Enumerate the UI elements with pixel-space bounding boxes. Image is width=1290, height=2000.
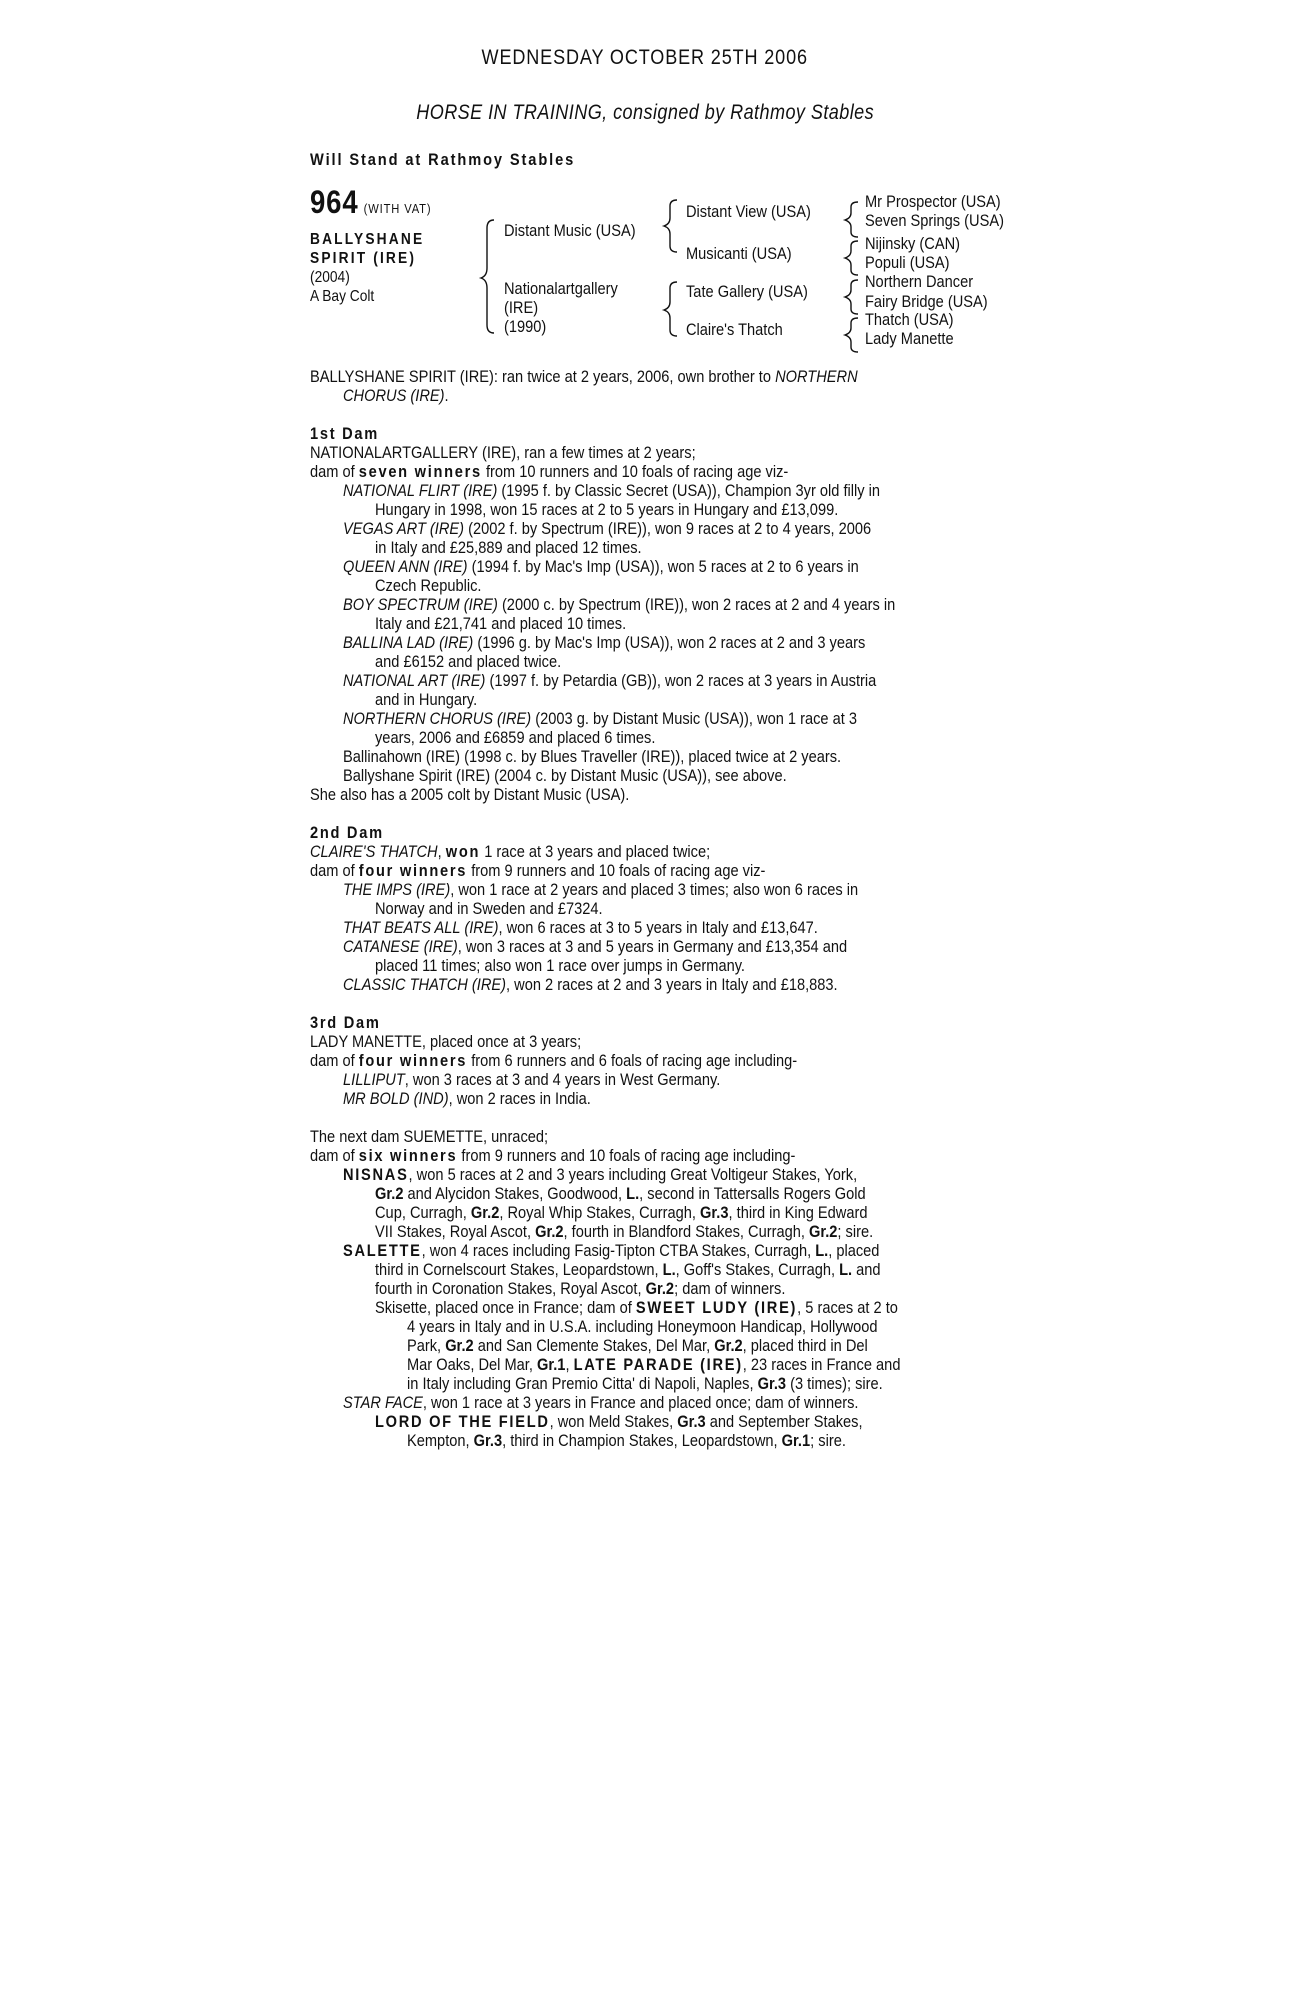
fourth-dam-line: The next dam SUEMETTE, unraced; (310, 1127, 549, 1146)
foaling-year: (2004) (310, 269, 350, 286)
pedigree-dam-sire: Tate Gallery (USA) (686, 282, 808, 301)
produce-entry: THAT BEATS ALL (IRE), won 6 races at 3 to 5 years in Italy and £13,647. (343, 918, 818, 937)
pedigree-dam: Nationalartgallery (IRE) (1990) (504, 279, 618, 336)
produce-entry: Skisette, placed once in France; dam of SWEET LUDY (IRE), 5 races at 2 to (375, 1298, 898, 1317)
produce-entry: THE IMPS (IRE), won 1 race at 2 years and placed 3 times; also won 6 races in (343, 880, 859, 899)
sale-date-header: WEDNESDAY OCTOBER 25TH 2006 (481, 46, 809, 69)
pedigree-gen3-4: Populi (USA) (865, 253, 950, 272)
produce-entry: CATANESE (IRE), won 3 races at 3 and 5 years in Germany and £13,354 and (343, 937, 848, 956)
second-dam-heading: 2nd Dam (310, 823, 384, 842)
produce-entry: Ballinahown (IRE) (1998 c. by Blues Traveller (IRE)), placed twice at 2 years. (343, 747, 842, 766)
produce-entry: NATIONAL ART (IRE) (1997 f. by Petardia (GB)), won 2 races at 3 years in Austria (343, 671, 877, 690)
pedigree-gen3-5: Northern Dancer (865, 272, 974, 291)
produce-entry: VEGAS ART (IRE) (2002 f. by Spectrum (IRE)), won 9 races at 2 to 4 years, 2006 (343, 519, 872, 538)
pedigree-sire-dam: Musicanti (USA) (686, 244, 792, 263)
pedigree-gen3-3: Nijinsky (CAN) (865, 234, 961, 253)
produce-entry: LORD OF THE FIELD, won Meld Stakes, Gr.3 and September Stakes, (375, 1412, 863, 1431)
produce-entry: BOY SPECTRUM (IRE) (2000 c. by Spectrum (IRE)), won 2 races at 2 and 4 years in (343, 595, 896, 614)
consignor-header: HORSE IN TRAINING, consigned by Rathmoy Stables (416, 101, 874, 124)
produce-entry: STAR FACE, won 1 race at 3 years in France and placed once; dam of winners. (343, 1393, 859, 1412)
pedigree-gen3-1: Mr Prospector (USA) (865, 192, 1001, 211)
first-dam-heading: 1st Dam (310, 424, 379, 443)
pedigree-sire: Distant Music (USA) (504, 221, 636, 240)
produce-entry: CLASSIC THATCH (IRE), won 2 races at 2 and 3 years in Italy and £18,883. (343, 975, 838, 994)
pedigree-gen3-7: Thatch (USA) (865, 310, 954, 329)
pedigree-gen3-6: Fairy Bridge (USA) (865, 292, 988, 311)
intro-line: BALLYSHANE SPIRIT (IRE): ran twice at 2 years, 2006, own brother to NORTHERN (310, 367, 858, 386)
produce-entry: SALETTE, won 4 races including Fasig-Tipton CTBA Stakes, Curragh, L., placed (343, 1241, 880, 1260)
produce-entry: NATIONAL FLIRT (IRE) (1995 f. by Classic Secret (USA)), Champion 3yr old filly in (343, 481, 881, 500)
stand-heading: Will Stand at Rathmoy Stables (310, 150, 576, 169)
vat-note: (WITH VAT) (363, 201, 432, 216)
produce-entry: Ballyshane Spirit (IRE) (2004 c. by Distant Music (USA)), see above. (343, 766, 787, 785)
produce-entry: MR BOLD (IND), won 2 races in India. (343, 1089, 591, 1108)
pedigree-sire-sire: Distant View (USA) (686, 202, 811, 221)
produce-entry: LILLIPUT, won 3 races at 3 and 4 years in West Germany. (343, 1070, 721, 1089)
pedigree-gen3-2: Seven Springs (USA) (865, 211, 1004, 230)
lot-number: 964 (310, 184, 359, 220)
produce-entry: QUEEN ANN (IRE) (1994 f. by Mac's Imp (USA)), won 5 races at 2 to 6 years in (343, 557, 859, 576)
pedigree-brackets (0, 0, 1290, 360)
pedigree-gen3-8: Lady Manette (865, 329, 954, 348)
catalogue-body: BALLYSHANE SPIRIT (IRE): ran twice at 2 years, 2006, own brother to NORTHERN CHORUS (IRE). 1st Dam NATIONALARTGALLERY (IRE), ran a few times at 2 years; dam of seven winners from 10 runners and 10 foals of racing age viz- NATIONAL FLIRT (IRE) (1995 f. by Classic Secret (USA)), Champion 3yr old filly in Hungary in 1998, won 15 races at 2 to 5 years in Hungary and £13,099. VEGAS ART (IRE) (2002 f. by Spectrum (IRE)), won 9 races at 2 to 4 years, 2006 in Italy and £25,889 and placed 12 times. QUEEN ANN (IRE) (1994 f. by Mac's Imp (USA)), won 5 races at 2 to 6 years in Czech Republic. BOY SPECTRUM (IRE) (2000 c. by Spectrum (IRE)), won 2 races at 2 and 4 years in Italy and £21,741 and placed 10 times. BALLINA LAD (IRE) (1996 g. by Mac's Imp (USA)), won 2 races at 2 and 3 years and £6152 and placed twice. NATIONAL ART (IRE) (1997 f. by Petardia (GB)), won 2 races at 3 years in Austria and in Hungary. NORTHERN CHORUS (IRE) (2003 g. by Distant Music (USA)), won 1 race at 3 years, 2006 and £6859 and placed 6 times. Ballinahown (IRE) (1998 c. by Blues Traveller (IRE)), placed twice at 2 years. Ballyshane Spirit (IRE) (2004 c. by Distant Music (USA)), see above. She also has a 2005 colt by Distant Music (USA). 2nd Dam CLAIRE'S THATCH, won 1 race at 3 years and placed twice; dam of four winners from 9 runners and 10 foals of racing age viz- THE IMPS (IRE), won 1 race at 2 years and placed 3 times; also won 6 races in Norway and in Sweden and £7324. THAT BEATS ALL (IRE), won 6 races at 3 to 5 years in Italy and £13,647. CATANESE (IRE), won 3 races at 3 and 5 years in Germany and £13,354 and placed 11 times; also won 1 race over jumps in Germany. CLASSIC THATCH (IRE), won 2 races at 2 and 3 years in Italy and £18,883. 3rd Dam LADY MANETTE, placed once at 3 years; dam of four winners from 6 runners and 6 foals of racing age including- LILLIPUT, won 3 races at 3 and 4 years in West Germany. MR BOLD (IND), won 2 races in India. The next dam SUEMETTE, unraced; dam of six winners from 9 runners and 10 foals of racing age including- NISNAS, won 5 races at 2 and 3 years including Great Voltigeur Stakes, York, Gr.2 and Alycidon Stakes, Goodwood, L., second in Tattersalls Rogers Gold Cup, Curragh, Gr.2, Royal Whip Stakes, Curragh, Gr.3, third in King Edward VII Stakes, Royal Ascot, Gr.2, fourth in Blandford Stakes, Curragh, Gr.2; sire. SALETTE, won 4 races including Fasig-Tipton CTBA Stakes, Curragh, L., placed third in Cornelscourt Stakes, Leopardstown, L., Goff's Stakes, Curragh, L. and fourth in Coronation Stakes, Royal Ascot, Gr.2; dam of winners. Skisette, placed once in France; dam of SWEET LUDY (IRE), 5 races at 2 to 4 years in Italy and in U.S.A. including Honeymoon Handicap, Hollywood Park, Gr.2 and San Clemente Stakes, Del Mar, Gr.2, placed third in Del Mar Oaks, Del Mar, Gr.1, LATE PARADE (IRE), 23 races in France and in Italy including Gran Premio Citta' di Napoli, Naples, Gr.3 (3 times); sire. STAR FACE, won 1 race at 3 years in France and placed once; dam of winners. LORD OF THE FIELD, won Meld Stakes, Gr.3 and September Stakes, Kempton, Gr.3, third in Champion Stakes, Leopardstown, Gr.1; sire. (310, 367, 1010, 1450)
pedigree-dam-dam: Claire's Thatch (686, 320, 783, 339)
horse-name: BALLYSHANE SPIRIT (IRE) (310, 231, 425, 267)
produce-entry: NORTHERN CHORUS (IRE) (2003 g. by Distant Music (USA)), won 1 race at 3 (343, 709, 858, 728)
horse-description: A Bay Colt (310, 288, 375, 305)
produce-entry: BALLINA LAD (IRE) (1996 g. by Mac's Imp (USA)), won 2 races at 2 and 3 years (343, 633, 866, 652)
third-dam-heading: 3rd Dam (310, 1013, 381, 1032)
produce-entry: NISNAS, won 5 races at 2 and 3 years including Great Voltigeur Stakes, York, (343, 1165, 858, 1184)
